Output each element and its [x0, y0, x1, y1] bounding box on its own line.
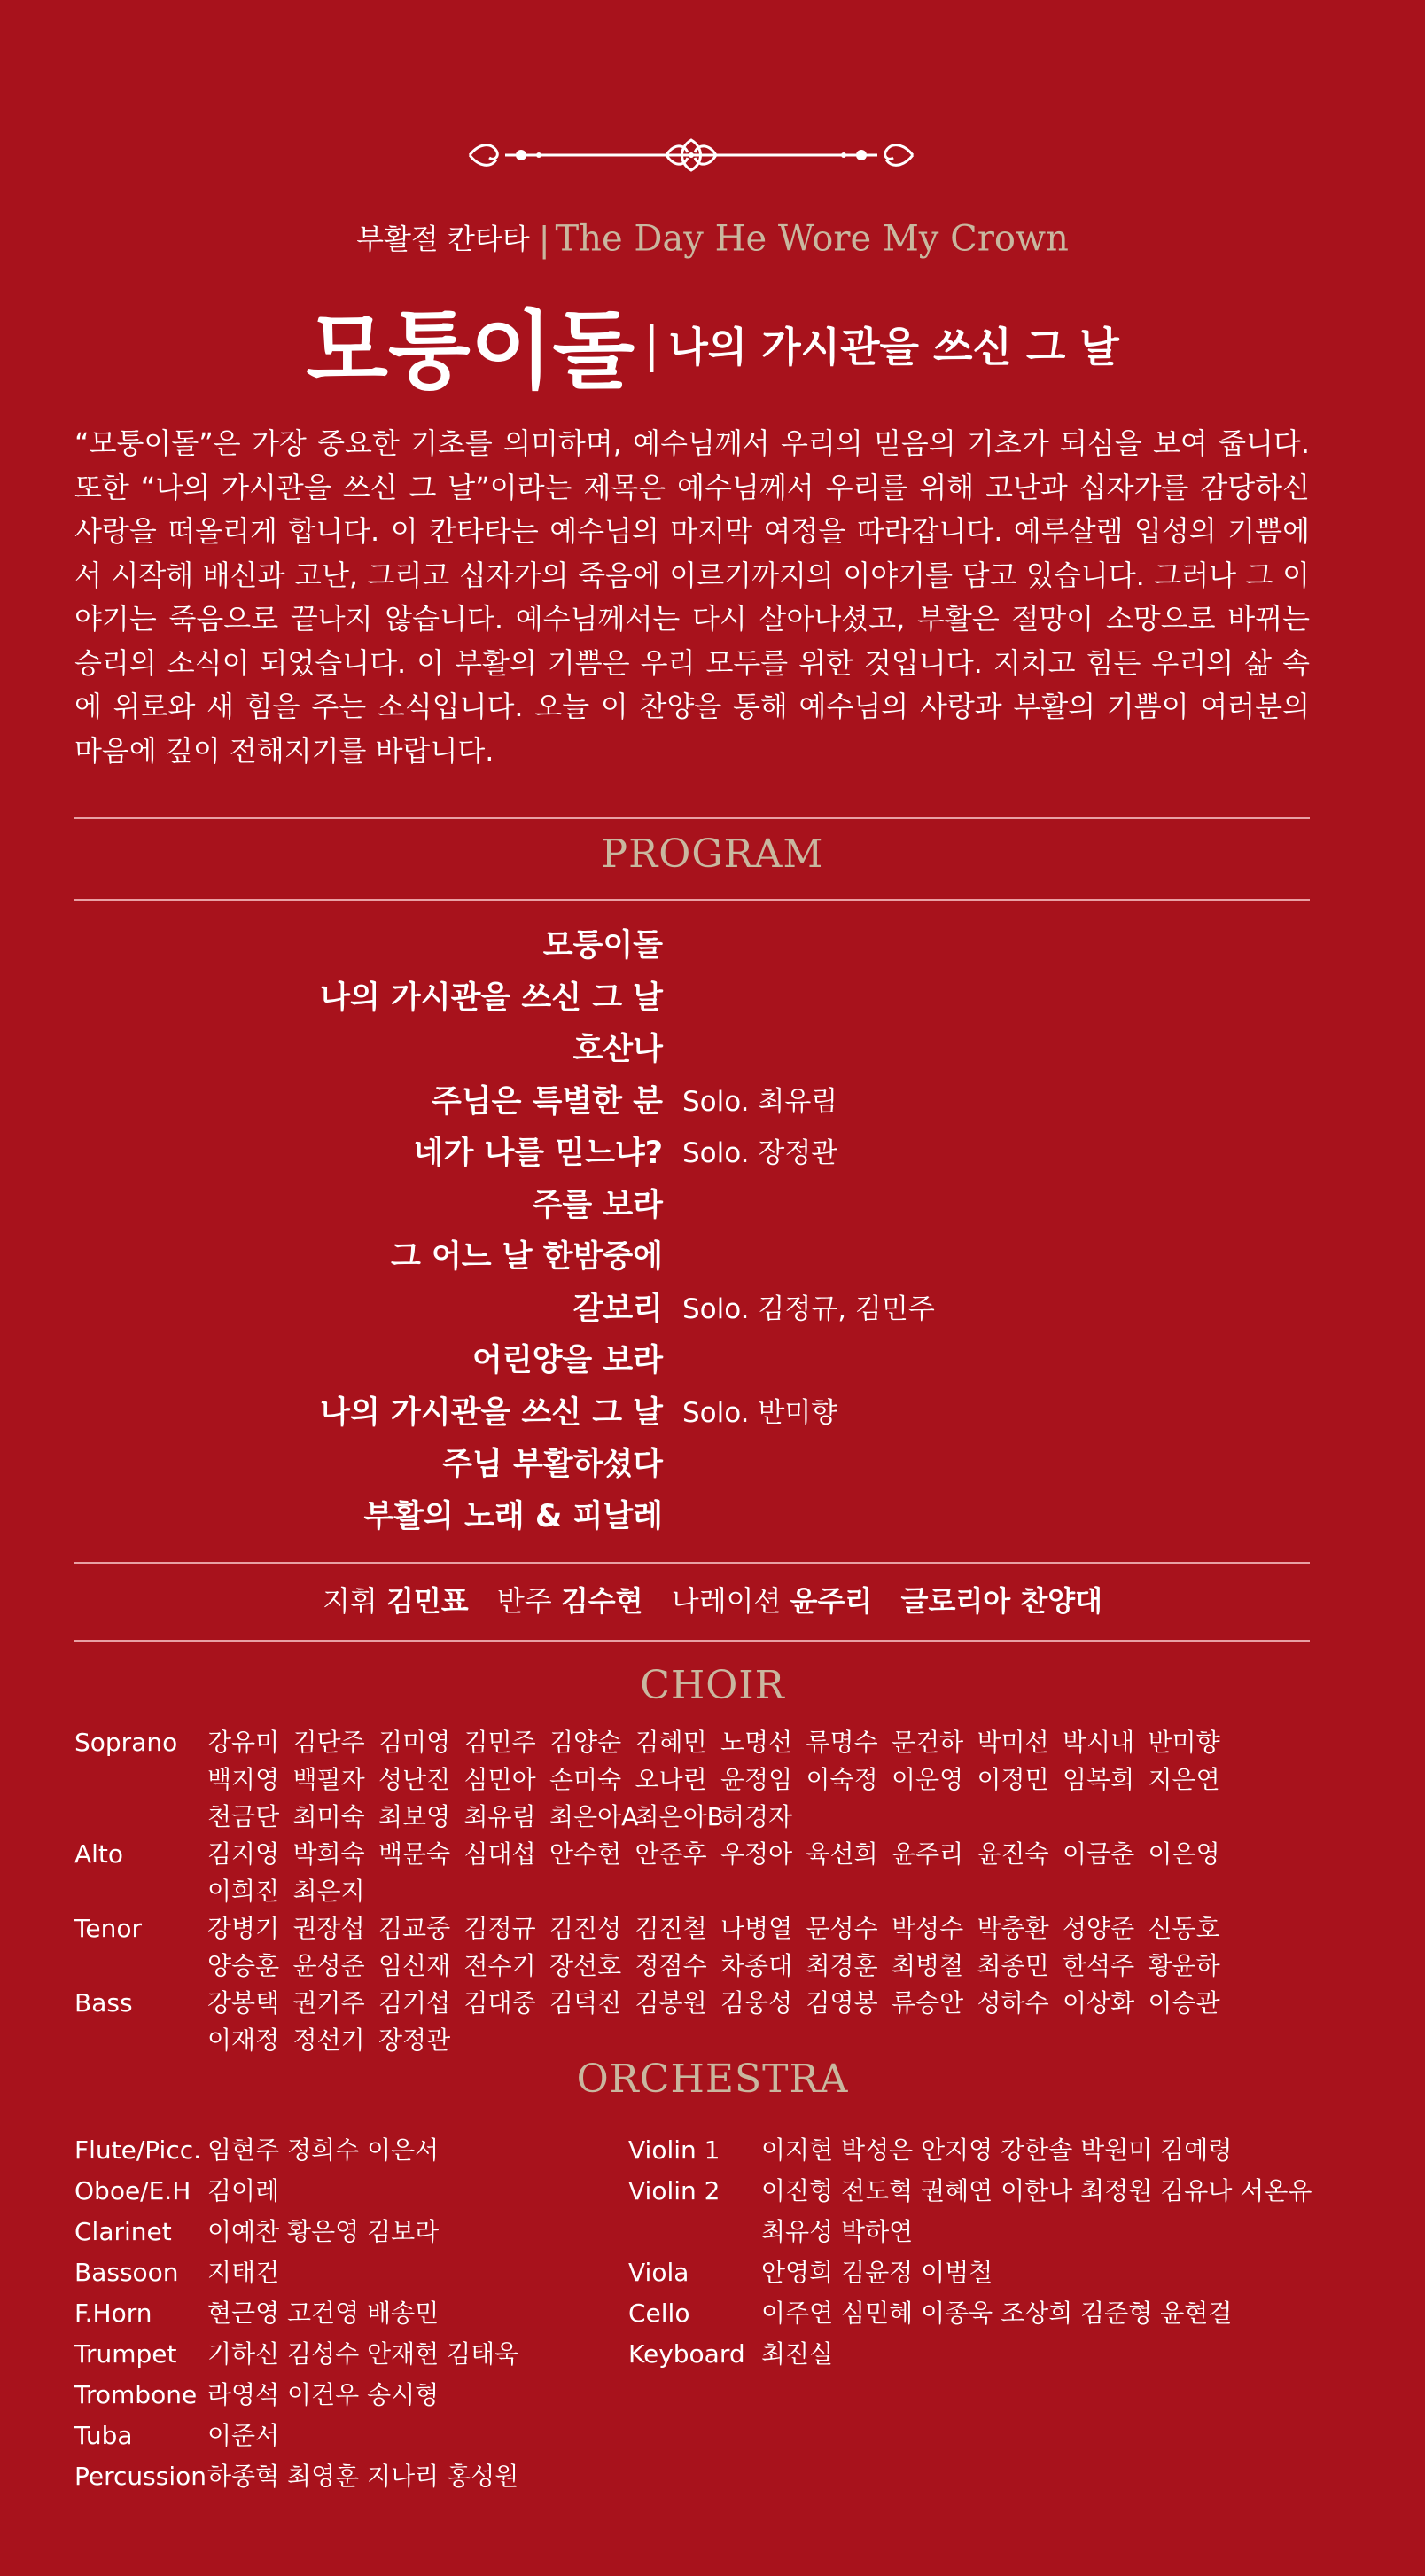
divider: [74, 817, 1310, 819]
choir-member: 천금단: [207, 1802, 280, 1831]
choir-member: 최유림: [463, 1802, 536, 1831]
choir-member: 최병철: [892, 1951, 964, 1980]
choir-member: 윤정임: [720, 1765, 793, 1794]
orchestra-column-left: [74, 2130, 624, 2497]
choir-member: 이승관: [1148, 1988, 1220, 2018]
choir-member: 임복희: [1063, 1765, 1135, 1794]
choir-member: 윤주리: [892, 1839, 964, 1869]
orchestra-players: 최유성 박하연: [761, 2217, 914, 2246]
intro-paragraph: “모퉁이돌”은 가장 중요한 기초를 의미하며, 예수님께서 우리의 믿음의 기초가 되심을 보여 줍니다. 또한 “나의 가시관을 쓰신 그 날”이라는 제목은 예수님께서 우리를 위해 고난과 십자가를 감당하신 사랑을 떠올리게 합니다. 이 칸타타는 예수님의 마지막 여정을 따라갑니다. 예루살렘 입성의 기쁨에서 시작해 배신과 고난, 그리고 십자가의 죽음에 이르기까지의 이야기를 담고 있습니다. 그러나 그 이야기는 죽음으로 끝나지 않습니다. 예수님께서는 다시 살아나셨고, 부활은 절망이 소망으로 바뀌는 승리의 소식이 되었습니다. 이 부활의 기쁨은 우리 모두를 위한 것입니다. 지치고 힘든 우리의 삶 속에 위로와 새 힘을 주는 소식입니다. 오늘 이 찬양을 통해 예수님의 사랑과 부활의 기쁨이 여러분의 마음에 깊이 전해지기를 바랍니다.: [74, 426, 1310, 768]
choir-member: 이숙정: [806, 1765, 878, 1794]
choir-heading: CHOIR: [640, 1663, 785, 1708]
program-item: [0, 1128, 1425, 1180]
choir-member: 성양준: [1063, 1914, 1135, 1943]
choir-member: 황윤하: [1148, 1951, 1220, 1980]
choir-member: 윤진숙: [977, 1839, 1049, 1869]
subtitle-divider: |: [538, 219, 550, 259]
choir-member: 허경자: [720, 1802, 793, 1831]
choir-part-label: Soprano: [74, 1728, 178, 1757]
choir-member: 장선호: [549, 1951, 622, 1980]
orchestra-instrument: Percussion: [74, 2462, 206, 2491]
choir-member: 류승안: [892, 1988, 964, 2018]
choir-member: 김양순: [549, 1728, 622, 1757]
choir-member: 강병기: [207, 1914, 280, 1943]
orchestra-instrument: Cello: [628, 2299, 690, 2328]
ornament-flourish-icon: [461, 131, 922, 179]
choir-member: 윤성준: [292, 1951, 365, 1980]
choir-member: 손미숙: [549, 1765, 622, 1794]
orchestra-row: [628, 2334, 1311, 2375]
choir-member: 김덕진: [549, 1988, 622, 2018]
choir-part-row: [74, 1836, 1310, 1910]
program-item-title: 어린양을 보라: [471, 1343, 663, 1378]
orchestra-instrument: Oboe/E.H: [74, 2176, 191, 2205]
choir-member: 오나린: [635, 1765, 707, 1794]
choir-member: 김대중: [463, 1988, 536, 2018]
program-item-title: 부활의 노래 & 피날레: [363, 1498, 663, 1534]
choir-member: 문건하: [892, 1728, 964, 1757]
choir-member: 김진철: [635, 1914, 707, 1943]
choir-member: 박시내: [1063, 1728, 1135, 1757]
choir-member: 임신재: [378, 1951, 451, 1980]
orchestra-players: 이진형 전도혁 권혜연 이한나 최정원 김유나 서온유: [761, 2176, 1312, 2205]
choir-member: 문성수: [806, 1914, 878, 1943]
choir-member: 김지영: [207, 1839, 280, 1869]
choir-member-names: [207, 1724, 1310, 1836]
subtitle-korean: 부활절 칸타타: [356, 222, 530, 256]
choir-member: 정선기: [292, 2026, 365, 2055]
choir-member: 우정아: [720, 1839, 793, 1869]
orchestra-row: [628, 2212, 1311, 2252]
program-item: [0, 920, 1425, 972]
orchestra-players: 이예찬 황은영 김보라: [207, 2217, 440, 2246]
program-item-title: 주님 부활하셨다: [442, 1447, 663, 1482]
choir-member: 심민아: [463, 1765, 536, 1794]
orchestra-row: [74, 2334, 624, 2375]
choir-name: 글로리아 찬양대: [900, 1584, 1103, 1618]
choir-member: 김기섭: [378, 1988, 451, 2018]
choir-list: [74, 1724, 1310, 2059]
orchestra-instrument: Bassoon: [74, 2258, 179, 2287]
program-item: [0, 1284, 1425, 1336]
program-item-title: 갈보리: [572, 1291, 663, 1327]
choir-member: 박희숙: [292, 1839, 365, 1869]
choir-member: 최경훈: [806, 1951, 878, 1980]
choir-member: 심대섭: [463, 1839, 536, 1869]
choir-member: 최미숙: [292, 1802, 365, 1831]
choir-member: 전수기: [463, 1951, 536, 1980]
choir-member: 김웅성: [720, 1988, 793, 2018]
orchestra-row: [628, 2130, 1311, 2171]
choir-member: 박충환: [977, 1914, 1049, 1943]
orchestra-instrument: Clarinet: [74, 2217, 172, 2246]
orchestra-instrument: Flute/Picc.: [74, 2135, 202, 2165]
orchestra-heading: ORCHESTRA: [576, 2057, 849, 2102]
orchestra-row: [74, 2252, 624, 2293]
program-item-title: 주님은 특별한 분: [431, 1083, 663, 1120]
orchestra-instrument: Violin 2: [628, 2176, 720, 2205]
choir-member: 김진성: [549, 1914, 622, 1943]
orchestra-players: 기하신 김성수 안재현 김태욱: [207, 2339, 519, 2369]
choir-member: 백문숙: [378, 1839, 451, 1869]
choir-member: 이은영: [1148, 1839, 1220, 1869]
choir-member-names: [207, 1836, 1310, 1910]
orchestra-row: [74, 2130, 624, 2171]
choir-member: 육선희: [806, 1839, 878, 1869]
choir-member: 강유미: [207, 1728, 280, 1757]
program-item-title: 네가 나를 믿느냐?: [413, 1136, 663, 1171]
choir-member: 성난진: [378, 1765, 451, 1794]
orchestra-instrument: F.Horn: [74, 2299, 152, 2328]
choir-member: 최은아A: [549, 1802, 639, 1831]
orchestra-players: 현근영 고건영 배송민: [207, 2299, 440, 2328]
subtitle: [0, 213, 1425, 264]
choir-member: 백지영: [207, 1765, 280, 1794]
orchestra-instrument: Keyboard: [628, 2339, 745, 2369]
orchestra-players: 이준서: [207, 2421, 280, 2450]
orchestra-row: [74, 2456, 624, 2497]
choir-member: 김교중: [378, 1914, 451, 1943]
orchestra-players: 하종혁 최영훈 지나리 홍성원: [207, 2462, 519, 2491]
subtitle-english: The Day He Wore My Crown: [555, 218, 1069, 260]
orchestra-players: 지태건: [207, 2258, 280, 2287]
orchestra-players: 김이레: [207, 2176, 280, 2205]
choir-member: 백필자: [292, 1765, 365, 1794]
performer-credits: [0, 1576, 1425, 1626]
choir-member: 양승훈: [207, 1951, 280, 1980]
narration-label: 나레이션: [671, 1584, 782, 1618]
choir-member: 이희진: [207, 1877, 280, 1906]
program-item-title: 그 어느 날 한밤중에: [390, 1239, 663, 1275]
choir-member: 장정관: [378, 2026, 451, 2055]
program-heading: PROGRAM: [601, 831, 824, 877]
choir-part-label: Bass: [74, 1988, 133, 2018]
choir-member-names: [207, 1910, 1310, 1985]
accompanist-name: 김수현: [560, 1584, 643, 1618]
orchestra-row: [628, 2171, 1311, 2212]
choir-part-row: [74, 1985, 1310, 2059]
orchestra-instrument: Viola: [628, 2258, 689, 2287]
orchestra-row: [628, 2293, 1311, 2334]
choir-member: 정점수: [635, 1951, 707, 1980]
conductor-label: 지휘: [322, 1584, 378, 1618]
choir-member: 지은연: [1148, 1765, 1220, 1794]
choir-member: 박성수: [892, 1914, 964, 1943]
conductor-name: 김민표: [385, 1584, 469, 1618]
program-item: [0, 972, 1425, 1025]
choir-part-label: Alto: [74, 1839, 124, 1869]
orchestra-instrument: Violin 1: [628, 2135, 720, 2165]
choir-member: 권장섭: [292, 1914, 365, 1943]
orchestra-players: 임현주 정희수 이은서: [207, 2135, 440, 2165]
choir-member: 이재정: [207, 2026, 280, 2055]
divider: [74, 1562, 1310, 1564]
program-item-solo: Solo. 최유림: [682, 1085, 838, 1118]
choir-member: 성하수: [977, 1988, 1049, 2018]
choir-member: 김정규: [463, 1914, 536, 1943]
orchestra-row: [628, 2252, 1311, 2293]
program-item: [0, 1387, 1425, 1440]
choir-member: 최은아B: [635, 1802, 724, 1831]
narrator-name: 윤주리: [790, 1584, 873, 1618]
choir-member: 안수현: [549, 1839, 622, 1869]
program-item: [0, 1076, 1425, 1128]
program-item: [0, 1180, 1425, 1232]
program-item: [0, 1231, 1425, 1284]
orchestra-instrument: Trumpet: [74, 2339, 177, 2369]
choir-member: 김미영: [378, 1728, 451, 1757]
program-item-solo: Solo. 김정규, 김민주: [682, 1292, 935, 1325]
choir-member-names: [207, 1985, 1310, 2059]
orchestra-players: 최진실: [761, 2339, 834, 2369]
program-item: [0, 1335, 1425, 1387]
orchestra-column-right: [628, 2130, 1311, 2375]
choir-member: 김단주: [292, 1728, 365, 1757]
choir-part-row: [74, 1910, 1310, 1985]
orchestra-row: [74, 2212, 624, 2252]
choir-member: 이상화: [1063, 1988, 1135, 2018]
orchestra-row: [74, 2293, 624, 2334]
choir-member: 이정민: [977, 1765, 1049, 1794]
orchestra-row: [74, 2416, 624, 2456]
divider: [74, 1640, 1310, 1642]
program-item-solo: Solo. 반미향: [682, 1396, 838, 1429]
divider: [74, 899, 1310, 901]
choir-member: 한석주: [1063, 1951, 1135, 1980]
choir-member: 류명수: [806, 1728, 878, 1757]
title-sub: 나의 가시관을 쓰신 그 날: [668, 323, 1119, 371]
program-item: [0, 1439, 1425, 1491]
choir-member: 김혜민: [635, 1728, 707, 1757]
program-item-solo: Solo. 장정관: [682, 1137, 838, 1169]
choir-member: 반미향: [1148, 1728, 1220, 1757]
choir-member: 김영봉: [806, 1988, 878, 2018]
accompanist-label: 반주: [496, 1584, 552, 1618]
choir-member: 최은지: [292, 1877, 365, 1906]
program-item-title: 모퉁이돌: [542, 928, 663, 964]
program-item-title: 호산나: [572, 1032, 663, 1067]
choir-member: 차종대: [720, 1951, 793, 1980]
choir-member: 노명선: [720, 1728, 793, 1757]
program-item-title: 나의 가시관을 쓰신 그 날: [320, 980, 663, 1016]
choir-part-label: Tenor: [74, 1914, 142, 1943]
choir-member: 이금춘: [1063, 1839, 1135, 1869]
orchestra-players: 안영희 김윤정 이범철: [761, 2258, 993, 2287]
choir-member: 김봉원: [635, 1988, 707, 2018]
program-item-title: 나의 가시관을 쓰신 그 날: [320, 1394, 663, 1431]
orchestra-row: [74, 2375, 624, 2416]
choir-part-row: [74, 1724, 1310, 1836]
choir-member: 안준후: [635, 1839, 707, 1869]
orchestra-players: 이주연 심민혜 이종욱 조상희 김준형 윤현걸: [761, 2299, 1233, 2328]
orchestra-row: [74, 2171, 624, 2212]
orchestra-players: 이지현 박성은 안지영 강한솔 박원미 김예령: [761, 2135, 1233, 2165]
choir-member: 신동호: [1148, 1914, 1220, 1943]
choir-member: 최종민: [977, 1951, 1049, 1980]
page-title: [0, 284, 1425, 405]
choir-member: 강봉택: [207, 1988, 280, 2018]
choir-member: 나병열: [720, 1914, 793, 1943]
program-item: [0, 1024, 1425, 1076]
choir-member: 이운영: [892, 1765, 964, 1794]
choir-member: 권기주: [292, 1988, 365, 2018]
choir-member: 최보영: [378, 1802, 451, 1831]
choir-member: 박미선: [977, 1728, 1049, 1757]
title-main: 모퉁이돌: [306, 301, 635, 401]
orchestra-instrument: Trombone: [74, 2380, 198, 2409]
orchestra-players: 라영석 이건우 송시형: [207, 2380, 440, 2409]
program-item: [0, 1491, 1425, 1543]
orchestra-instrument: Tuba: [74, 2421, 133, 2450]
title-divider: |: [643, 316, 660, 372]
program-list: [0, 920, 1425, 1542]
program-item-title: 주를 보라: [532, 1187, 663, 1223]
choir-member: 김민주: [463, 1728, 536, 1757]
